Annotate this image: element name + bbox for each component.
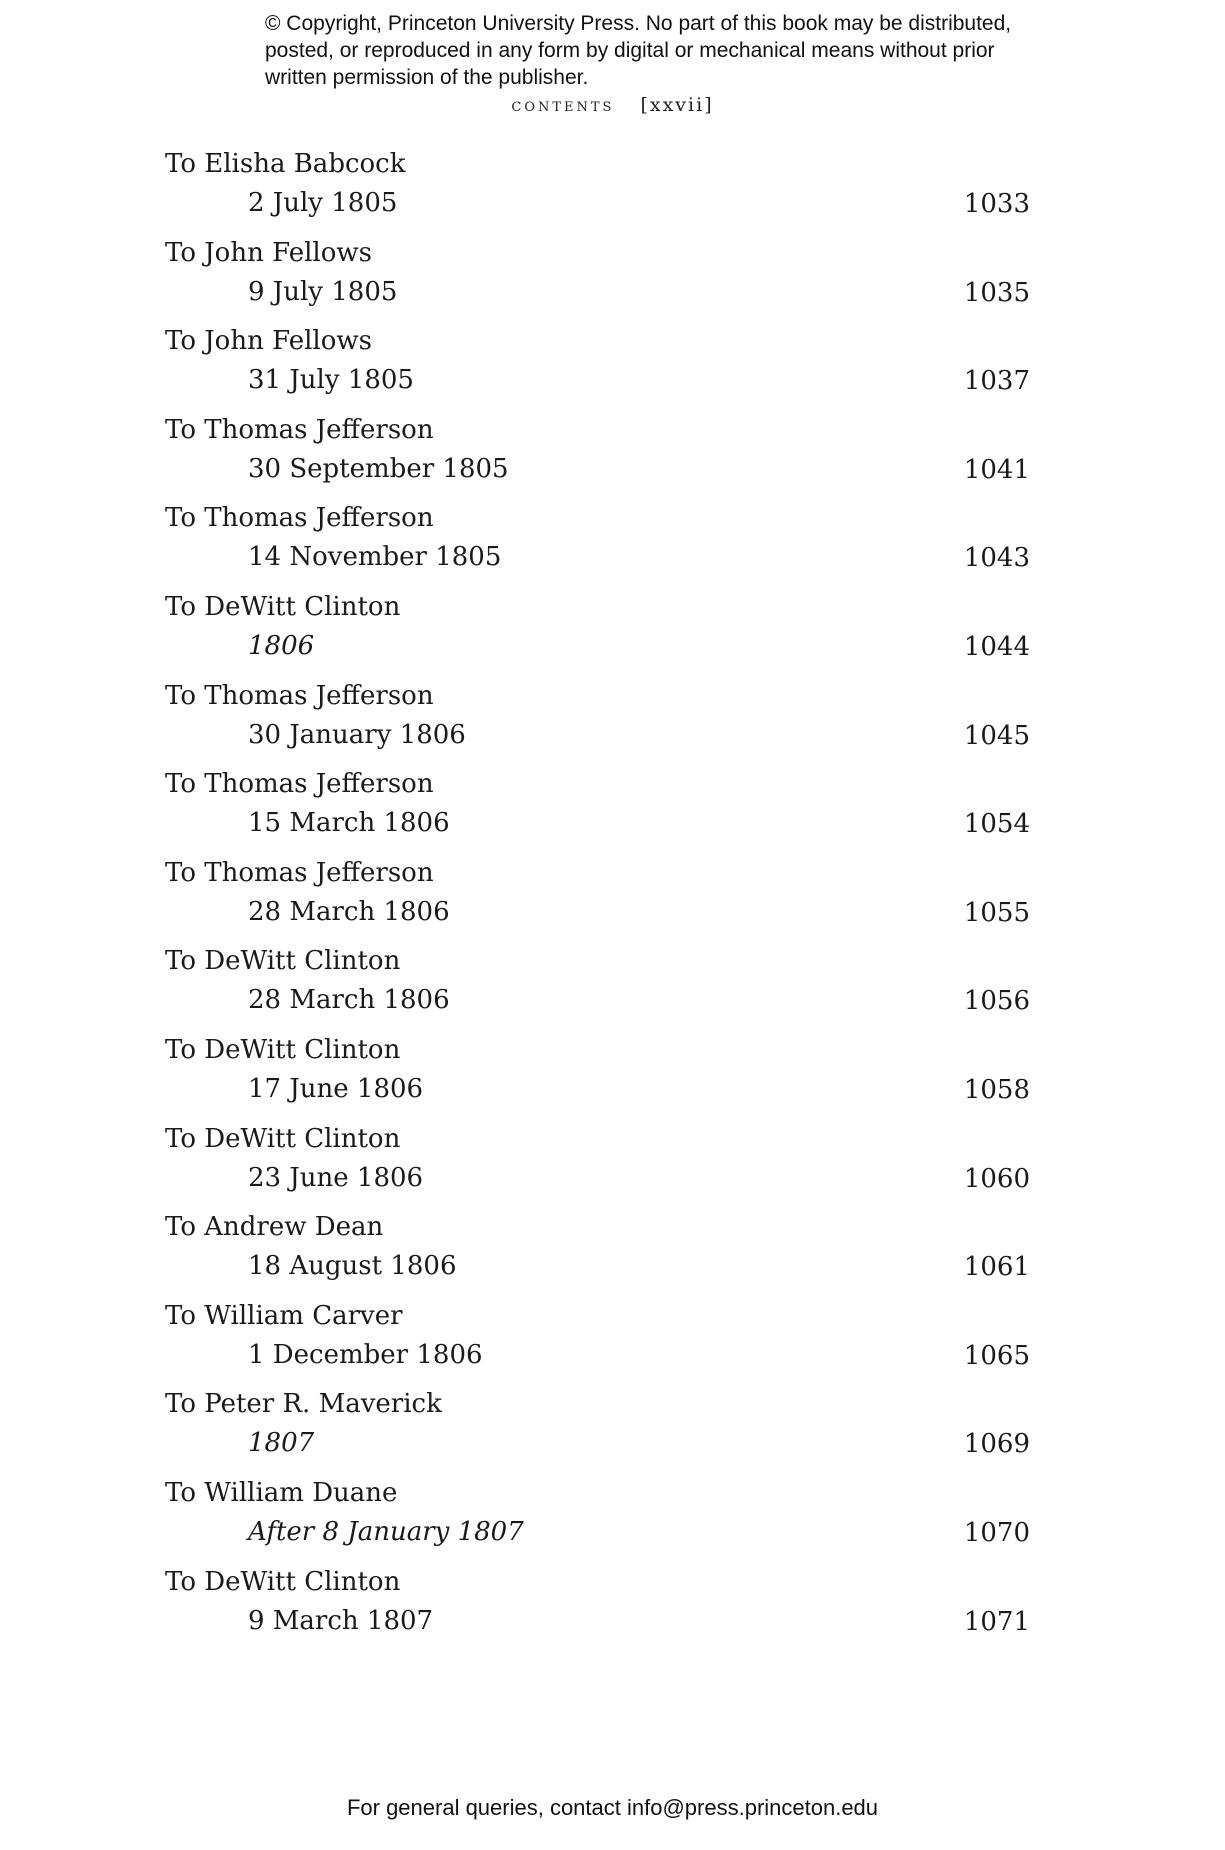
toc-entry	[165, 1031, 1030, 1120]
toc-entry-date: 9 July 1805	[248, 276, 398, 307]
toc-entry-date: 1807	[248, 1428, 315, 1459]
toc-entry-page-number: 1070	[963, 1517, 1030, 1548]
toc-entry-page-number: 1065	[963, 1340, 1030, 1371]
toc-entry-recipient: To Thomas Jefferson	[165, 414, 434, 445]
running-head-page-number: [xxvii]	[640, 94, 714, 116]
toc-entry-date: After 8 January 1807	[248, 1516, 524, 1547]
toc-entry-page-number: 1060	[963, 1163, 1030, 1194]
toc-entry-recipient: To Elisha Babcock	[165, 149, 406, 179]
toc-entry-recipient: To Peter R. Maverick	[165, 1389, 442, 1420]
toc-entry	[165, 145, 1030, 234]
toc-entry	[165, 1385, 1030, 1474]
toc-entry	[165, 942, 1030, 1031]
toc-entry	[165, 1474, 1030, 1563]
toc-entry-page-number: 1056	[963, 986, 1030, 1017]
toc-entry-date: 28 March 1806	[248, 985, 450, 1016]
toc-entry-recipient: To DeWitt Clinton	[165, 591, 401, 622]
toc-entry-date: 9 March 1807	[248, 1605, 434, 1636]
toc-entry-recipient: To William Duane	[165, 1477, 398, 1508]
toc-entry	[165, 1297, 1030, 1386]
toc-entry-page-number: 1033	[963, 189, 1030, 219]
toc-entry-date: 18 August 1806	[248, 1251, 457, 1282]
toc-entry-recipient: To DeWitt Clinton	[165, 1566, 401, 1597]
toc-entry-page-number: 1045	[963, 720, 1030, 751]
toc-entry-page-number: 1058	[963, 1074, 1030, 1105]
toc-entry-page-number: 1054	[963, 809, 1030, 840]
toc-entry	[165, 588, 1030, 677]
toc-entry	[165, 499, 1030, 588]
toc-entry-page-number: 1035	[963, 277, 1030, 308]
toc-entry	[165, 1120, 1030, 1209]
toc-entry-recipient: To Thomas Jefferson	[165, 857, 434, 888]
toc-entry-page-number: 1043	[963, 543, 1030, 574]
toc-entry-recipient: To DeWitt Clinton	[165, 1123, 401, 1154]
toc-entry-page-number: 1041	[963, 454, 1030, 485]
toc-entry-page-number: 1037	[963, 366, 1030, 397]
toc-entry-date: 30 January 1806	[248, 719, 466, 750]
toc-entry	[165, 1208, 1030, 1297]
toc-entry	[165, 234, 1030, 323]
toc-entry-page-number: 1044	[963, 631, 1030, 662]
toc-entry-recipient: To John Fellows	[165, 326, 372, 357]
running-head	[0, 94, 1225, 116]
toc-entry	[165, 322, 1030, 411]
toc-entry-recipient: To DeWitt Clinton	[165, 946, 401, 977]
toc-entry-page-number: 1055	[963, 897, 1030, 928]
toc-entry-page-number: 1071	[963, 1606, 1030, 1637]
toc-entry-date: 1 December 1806	[248, 1339, 483, 1370]
toc-entry-page-number: 1069	[963, 1429, 1030, 1460]
toc-entry-recipient: To John Fellows	[165, 237, 372, 268]
toc-entry-recipient: To Thomas Jefferson	[165, 769, 434, 800]
toc-entry-date: 28 March 1806	[248, 896, 450, 927]
toc-entry-date: 2 July 1805	[248, 188, 398, 218]
toc-entry-date: 14 November 1805	[248, 542, 502, 573]
toc-entry-date: 30 September 1805	[248, 453, 509, 484]
toc-entry	[165, 765, 1030, 854]
running-head-title: contents	[511, 94, 615, 116]
toc-entry-recipient: To Thomas Jefferson	[165, 503, 434, 534]
toc-entry-date: 1806	[248, 630, 315, 661]
toc-entry-recipient: To DeWitt Clinton	[165, 1034, 401, 1065]
table-of-contents	[165, 145, 1030, 1651]
toc-entry-recipient: To William Carver	[165, 1300, 403, 1331]
toc-entry-recipient: To Thomas Jefferson	[165, 680, 434, 711]
toc-entry	[165, 677, 1030, 766]
toc-entry	[165, 854, 1030, 943]
footer-contact: For general queries, contact info@press.princeton.edu	[346, 1795, 879, 1820]
copyright-notice: © Copyright, Princeton University Press. No part of this book may be distributed, posted, or reproduced in any form by digital or mechanical means without prior written permission of the publisher.	[265, 12, 1012, 89]
toc-entry-date: 31 July 1805	[248, 365, 414, 396]
toc-entry-recipient: To Andrew Dean	[165, 1212, 384, 1243]
toc-entry-date: 15 March 1806	[248, 808, 450, 839]
toc-entry-page-number: 1061	[963, 1252, 1030, 1283]
toc-entry	[165, 1563, 1030, 1652]
toc-entry-date: 17 June 1806	[248, 1073, 424, 1104]
toc-entry-date: 23 June 1806	[248, 1162, 424, 1193]
toc-entry	[165, 411, 1030, 500]
